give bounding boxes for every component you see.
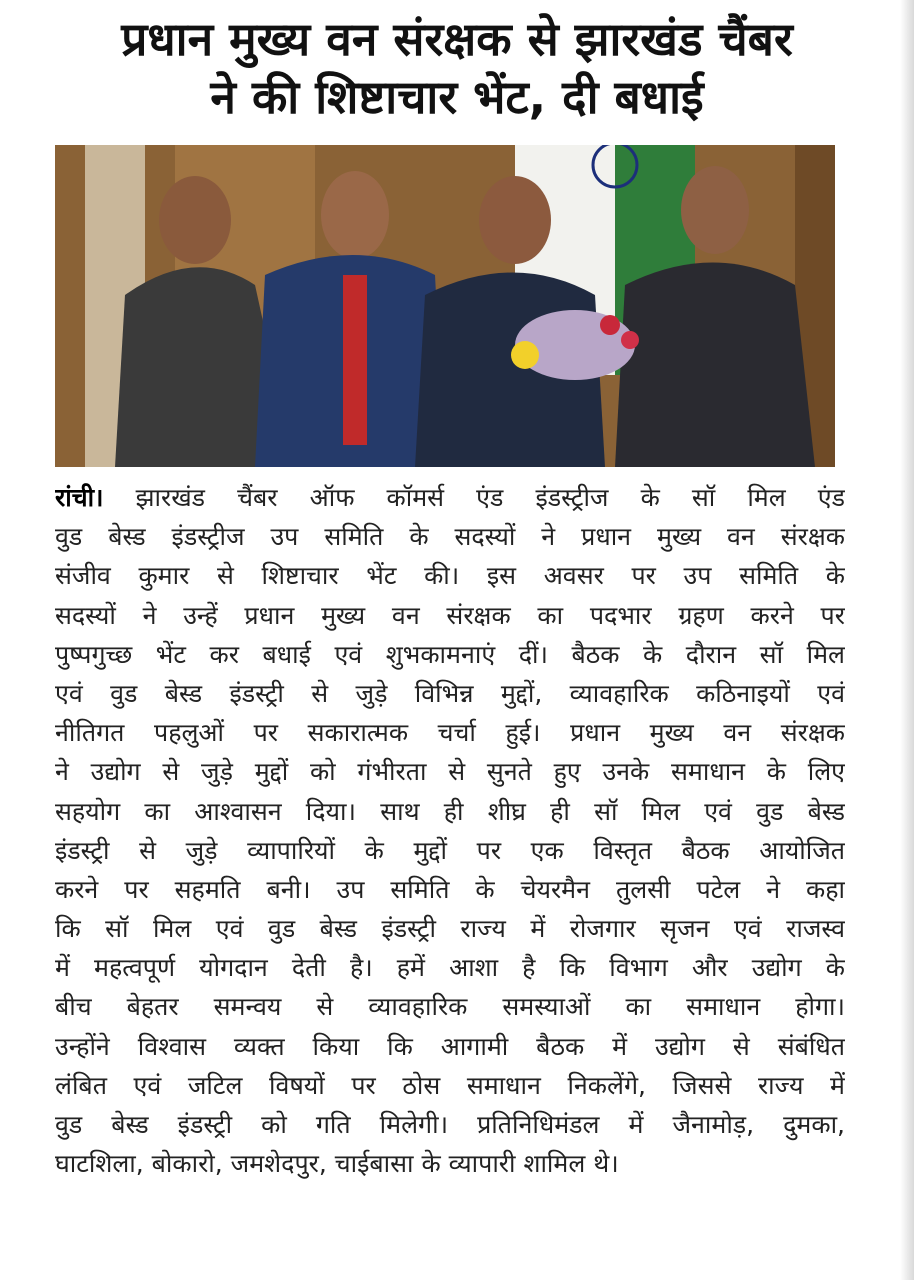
article-body xyxy=(55,478,845,1183)
news-photo xyxy=(55,145,835,467)
headline-line-1: प्रधान मुख्य वन संरक्षक से झारखंड चैंबर xyxy=(121,12,793,66)
dateline: रांची। xyxy=(55,483,104,512)
article-line: घाटशिला, बोकारो, जमशेदपुर, चाईबासा के व्यापारी शामिल थे। xyxy=(55,1149,619,1179)
article-line: कि सॉ मिल एवं वुड बेस्ड इंडस्ट्री राज्य में रोजगार सृजन एवं राजस्व xyxy=(55,914,845,944)
headline xyxy=(30,10,884,126)
article-line: संजीव कुमार से शिष्टाचार भेंट की। इस अवसर पर उप समिति के xyxy=(55,561,845,591)
headline-line-2: ने की शिष्टाचार भेंट, दी बधाई xyxy=(210,70,704,124)
article-line-text: झारखंड चैंबर ऑफ कॉमर्स एंड इंडस्ट्रीज के सॉ मिल एंड xyxy=(103,483,845,512)
page-edge-shadow xyxy=(900,0,914,1280)
article-line: लंबित एवं जटिल विषयों पर ठोस समाधान निकलेंगे, जिससे राज्य में xyxy=(55,1070,845,1100)
article-line: वुड बेस्ड इंडस्ट्री को गति मिलेगी। प्रतिनिधिमंडल में जैनामोड़, दुमका, xyxy=(55,1110,845,1139)
article-line: उन्होंने विश्वास व्यक्त किया कि आगामी बैठक में उद्योग से संबंधित xyxy=(55,1031,845,1061)
article-line: करने पर सहमति बनी। उप समिति के चेयरमैन तुलसी पटेल ने कहा xyxy=(55,874,845,904)
article-line: सहयोग का आश्वासन दिया। साथ ही शीघ्र ही सॉ मिल एवं वुड बेस्ड xyxy=(55,796,845,826)
photo-icon xyxy=(55,145,835,467)
article-line: एवं वुड बेस्ड इंडस्ट्री से जुड़े विभिन्न मुद्दों, व्यावहारिक कठिनाइयों एवं xyxy=(55,678,845,708)
article-line: में महत्वपूर्ण योगदान देती है। हमें आशा है कि विभाग और उद्योग के xyxy=(55,953,845,983)
article-line xyxy=(55,478,845,517)
article-line: बीच बेहतर समन्वय से व्यावहारिक समस्याओं का समाधान होगा। xyxy=(55,992,845,1022)
article-line: सदस्यों ने उन्हें प्रधान मुख्य वन संरक्षक का पदभार ग्रहण करने पर xyxy=(55,600,845,630)
article-line: ने उद्योग से जुड़े मुद्दों को गंभीरता से सुनते हुए उनके समाधान के लिए xyxy=(55,757,845,787)
article-line: पुष्पगुच्छ भेंट कर बधाई एवं शुभकामनाएं दीं। बैठक के दौरान सॉ मिल xyxy=(55,639,845,669)
article-line: नीतिगत पहलुओं पर सकारात्मक चर्चा हुई। प्रधान मुख्य वन संरक्षक xyxy=(55,718,845,748)
article-line: इंडस्ट्री से जुड़े व्यापारियों के मुद्दों पर एक विस्तृत बैठक आयोजित xyxy=(55,835,845,865)
article-line: वुड बेस्ड इंडस्ट्रीज उप समिति के सदस्यों ने प्रधान मुख्य वन संरक्षक xyxy=(55,522,845,552)
